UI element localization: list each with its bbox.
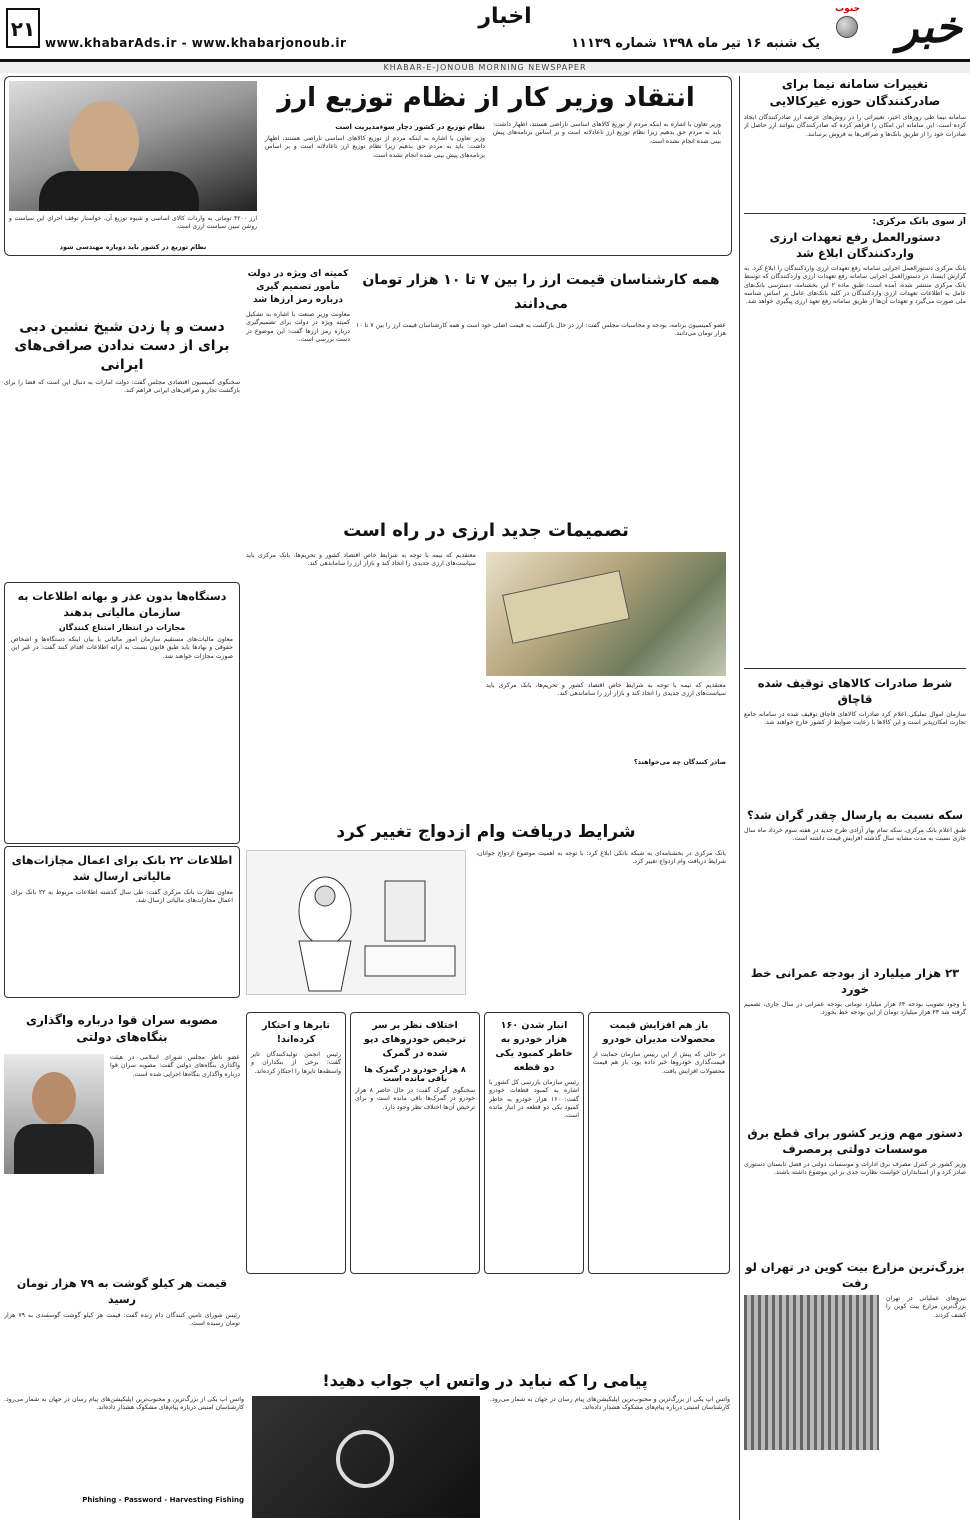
article-electricity-body: وزیر کشور در کنترل مصرف برق ادارات و موسسات دولتی در فصل تابستان دستوری صادر کرد و از استانداران خواست نظارت جدی بر این موضوع داشته باشند. [744,1161,966,1177]
ownership-transfer-body: عضو ناظر مجلس شورای اسلامی در هیئت واگذاری بنگاه‌های دولتی گفت: مصوبه سران قوا درباره واگذاری بنگاه‌ها اجرایی شده است. [110,1054,240,1078]
lead-photo-caption: ارز ۴۲۰۰ تومانی به واردات کالای اساسی و شیوه توزیع آن، خواستار توقف اجرای این سیاست و روشن تبیین سیاست ارزی است. [9,215,258,231]
banknote-shape [502,570,630,644]
right-column [744,76,966,1520]
new-decisions-article [246,518,726,818]
mp-photo [4,1054,104,1174]
tagline: KHABAR-E-JONOUB MORNING NEWSPAPER [0,62,970,73]
headline-bank-fines: اطلاعات ۲۲ بانک برای اعمال مجازات‌های مالیاتی ارسال شد [11,854,233,883]
stored-cars-body: رئیس سازمان بازرسی کل کشور با اشاره به کمبود قطعات خودرو گفت: ۱۶۰ هزار خودرو به خاطر کمبود یکی دو قطعه در انبار مانده است. [489,1079,580,1120]
headline-budget-cut: ۲۳ هزار میلیارد از بودجه عمرانی خط خورد [750,966,960,996]
lead-caption-subtitle: نظام توزیع در کشور باید دوباره مهندسی شود [59,243,207,251]
newspaper-logo [832,4,962,54]
ownership-transfer-article [4,1012,240,1272]
kicker-central-bank: از سوی بانک مرکزی: [872,217,966,227]
car-price-box [588,1012,730,1274]
headline-whatsapp: پیامی را که نباید در واتس اپ جواب دهید! [322,1371,648,1390]
whatsapp-article [4,1366,730,1522]
exporters-subtitle: صادر کنندگان چه می‌خواهند؟ [633,758,726,766]
new-decisions-body: معتقدیم که نیمه با توجه به شرایط خاص اقتصاد کشور و تحریم‌ها، بانک مرکزی باید سیاست‌های ارزی جدیدی را اتخاذ کند و بازار ارز را ساماندهی کند. [246,552,476,568]
customs-cars-box [350,1012,480,1274]
marriage-loan-article [246,820,726,1000]
headline-nima: تغییرات سامانه نیما برای صادرکنندگان حوزه غیرکالایی [769,77,941,108]
headline-dubai: دست و پا زدن شیخ نشین دبی برای از دست ندادن صرافی‌های ایرانی [14,319,230,373]
whatsapp-phishing-terms: Phishing - Password - Harvesting Fishing [82,1496,244,1504]
banknotes-photo [486,552,726,676]
headline-tire-hoarding: تابرها و احتکار کرده‌اند! [262,1020,330,1045]
page-number: ۲۱ [6,8,40,48]
tire-hoarding-body: رئیس انجمن تولیدکنندگان تایر گفت: برخی از بنکداران و واسطه‌ها تایرها را احتکار کرده‌اند. [251,1051,341,1075]
headline-stored-cars: انبار شدن ۱۶۰ هزار خودرو به خاطر کمبود یکی دو قطعه [495,1020,573,1073]
headline-new-decisions: تصمیمات جدید ارزی در راه است [343,520,629,541]
bitcoin-farm-photo [744,1295,879,1450]
marriage-illustration [246,850,466,995]
lead-body-2: وزیر تعاون با اشاره به اینکه مردم از توزیع کالاهای اساسی ناراضی هستند، اظهار داشت: باید به مردم حق بدهیم زیرا نظام توزیع ارز ناعادلانه است و بر اساس برنامه‌های پیش بینی شده انجام نشده است. [265,135,485,159]
article-nima-body: سامانه نیما طی روزهای اخیر، تغییراتی را در روش‌های عرضه ارز صادرکنندگان ایجاد کرده است. این سامانه این امکان را فراهم کرده که صادرکنندگان بتوانند ارز حاصل از صادرات خود را از طریق بانک‌ها و صرافی‌ها به فروش برسانند. [744,114,966,138]
globe-icon [836,16,858,38]
article-coin-body: طبق اعلام بانک مرکزی، سکه تمام بهار آزادی طرح جدید در هفته سوم خرداد ماه سال جاری نسبت به مدت مشابه سال گذشته افزایش قیمت داشته است. [744,827,966,843]
headline-marriage-loan: شرایط دریافت وام ازدواج تغییر کرد [336,822,636,842]
headline-ownership-transfer: مصوبه سران قوا درباره واگذاری بنگاه‌های دولتی [26,1013,218,1044]
exchange-rate-article [356,268,726,518]
headline-import-commitments: دستورالعمل رفع تعهدات ارزی واردکنندگان ابلاغ شد [769,230,941,260]
dubai-article [4,318,240,578]
bank-fines-body: معاون نظارت بانک مرکزی گفت: طی سال گذشته اطلاعات مربوط به ۲۲ بانک برای اعمال مجازات‌های مالیاتی ارسال شد. [11,889,233,905]
exchange-rate-body: عضو کمیسیون برنامه، بودجه و محاسبات مجلس گفت: ارز در حال بازگشت به قیمت اصلی خود است و همه کارشناسان قیمت ارز را بین ۷ تا ۱۰ هزار تومان می‌دانند. [356,322,726,338]
logo-sub: جنوب [835,4,860,14]
minister-photo [9,81,257,211]
headline-bitcoin: بزرگ‌ترین مزارع بیت کوین در تهران لو رفت [745,1260,965,1290]
wedding-icon [246,851,465,995]
lead-subtitle: نظام توزیع در کشور دچار سوءمدیریت است [335,123,485,131]
website-urls: www.khabarAds.ir - www.khabarjonoub.ir [45,36,347,50]
dubai-body: سخنگوی کمیسیون اقتصادی مجلس گفت: دولت امارات به دنبال این است که فضا را برای بازگشت تجار و صرافی‌های ایرانی فراهم کند. [4,379,240,395]
meat-price-article [4,1276,240,1362]
headline-coin-price: سکه نسبت به پارسال چقدر گران شد؟ [746,808,964,822]
marriage-loan-body: بانک مرکزی در بخشنامه‌ای به شبکه بانکی ابلاغ کرد: با توجه به اهمیت موضوع ازدواج جوانان، شرایط دریافت وام ازدواج تغییر کرد. [476,850,726,866]
headline-meat-price: قیمت هر کیلو گوشت به ۷۹ هزار تومان رسید [16,1277,228,1306]
headline-tax-info: دستگاه‌ها بدون عذر و بهانه اطلاعات به سازمان مالیاتی بدهند [17,590,227,619]
hacker-photo [252,1396,480,1518]
bank-fines-box [4,846,240,998]
mp-face [32,1072,76,1124]
tax-info-box [4,582,240,844]
masthead [0,0,970,62]
minister-suit [39,171,199,211]
stored-cars-box [484,1012,584,1274]
tire-hoarding-box [246,1012,346,1274]
minister-face [69,101,139,181]
lead-story-box [4,76,732,256]
customs-cars-body: سخنگوی گمرک گفت: در حال حاضر ۸ هزار خودرو در گمرک‌ها باقی مانده است و برای ترخیص آن‌ها اختلاف نظر وجود دارد. [355,1087,475,1111]
section-title: اخبار [478,4,532,29]
article-smuggled-body: سازمان اموال تملیکی اعلام کرد صادرات کالاهای قاچاق توقیف شده در سامانه جامع تجارت امکان‌پذیر است و این کالاها با رعایت ضوابط از کشور خارج خواهند شد. [744,711,966,727]
crypto-committee-body: معاونت وزیر صنعت با اشاره به تشکیل کمیته ویژه در دولت برای تصمیم‌گیری درباره رمز ارزها گفت: این موضوع در دست بررسی است. [246,311,350,343]
whatsapp-body-1: واتس اپ یکی از بزرگ‌ترین و محبوب‌ترین اپلیکیشن‌های پیام رسان در جهان به شمار می‌رود. کارشناسان امنیتی درباره پیام‌های مشکوک هشدار داده‌اند. [490,1396,730,1412]
mp-suit [14,1124,94,1174]
headline-electricity: دستور مهم وزیر کشور برای قطع برق موسسات دولتی پرمصرف [747,1126,963,1156]
article-import-body: بانک مرکزی دستورالعمل اجرایی سامانه رفع تعهدات ارزی واردکنندگان را ابلاغ کرد. به گزارش ایسنا، در دستورالعمل اجرایی سامانه رفع تعهدات ارزی واردکنندگان که توسط بانک مرکزی منتشر شده، آمده است: طبق ماده ۲ این بخشنامه، دسترسی بانک‌های عامل به اطلاعات تعهدات ارزی واردکنندگان در کلیه بانک‌های عامل بر اساس شناسه ملی صورت می‌گیرد و تعهدات آن‌ها از طریق سامانه رفع تعهد ارزی پیگیری خواهد شد. [744,265,966,306]
headline-exchange-rate: همه کارشناسان قیمت ارز را بین ۷ تا ۱۰ هزار تومان می‌دانند [362,272,720,312]
whatsapp-icon [336,1430,394,1488]
whatsapp-body-2: واتس اپ یکی از بزرگ‌ترین و محبوب‌ترین اپلیکیشن‌های پیام رسان در جهان به شمار می‌رود. کارشناسان امنیتی درباره پیام‌های مشکوک هشدار داده‌اند. [4,1396,244,1412]
date-line: یک شنبه ۱۶ تیر ماه ۱۳۹۸ شماره ۱۱۱۳۹ [571,36,820,51]
lead-headline: انتقاد وزیر کار از نظام توزیع ارز [277,83,695,113]
crypto-committee-article [246,268,350,518]
article-budget-body: با وجود تصویب بودجه ۶۴ هزار میلیارد تومانی بودجه عمرانی در سال جاری، تصمیم گرفته شد ۲۳ هزار میلیارد تومان از این بودجه خط بخورد. [744,1001,966,1017]
car-price-body: در حالی که پیش از این رییس سازمان حمایت از قیمت‌گذاری خودروها خبر داده بود، باز هم قیمت محصولات افزایش یافت. [593,1051,725,1075]
headline-smuggled-goods: شرط صادرات کالاهای توقیف شده قاچاق [757,676,953,706]
headline-customs-cars: اختلاف نظر بر سر ترخیص خودروهای دپو شده در گمرک [363,1020,467,1059]
headline-crypto-committee: کمیته ای ویژه در دولت مأمور تصمیم گیری درباره رمز ارزها شد [247,269,349,305]
lead-body-1: وزیر تعاون با اشاره به اینکه مردم از توزیع کالاهای اساسی ناراضی هستند، اظهار داشت: باید به مردم حق بدهیم زیرا نظام توزیع ارز ناعادلانه است و بر اساس برنامه‌های پیش بینی شده انجام نشده است. [493,121,721,145]
logo-text: خبر [897,2,962,53]
customs-cars-sub: ۸ هزار خودرو در گمرک ها باقی مانده است [364,1065,466,1083]
new-decisions-body-2: معتقدیم که نیمه با توجه به شرایط خاص اقتصاد کشور و تحریم‌ها، بانک مرکزی باید سیاست‌های ارزی جدیدی را اتخاذ کند و بازار ارز را ساماندهی کند. [486,682,726,698]
tax-body: معاون مالیات‌های مستقیم سازمان امور مالیاتی با بیان اینکه دستگاه‌ها و اشخاص حقوقی و نهادها باید طبق قانون نسبت به ارائه اطلاعات اقدام کنند گفت: در غیر این صورت مجازات خواهند شد. [11,636,233,660]
tax-kicker: مجازات در انتظار امتناع کنندگان [58,623,186,632]
article-bitcoin-body: نیروهای عملیاتی در تهران بزرگ‌ترین مزارع بیت کوین را کشف کردند. [886,1295,966,1319]
meat-price-body: رئیس شورای تامین کنندگان دام زنده گفت: قیمت هر کیلو گوشت گوسفندی به ۷۹ هزار تومان رسیده است. [4,1312,240,1328]
headline-car-price: باز هم افزایش قیمت محصولات مدیران خودرو [602,1020,716,1045]
